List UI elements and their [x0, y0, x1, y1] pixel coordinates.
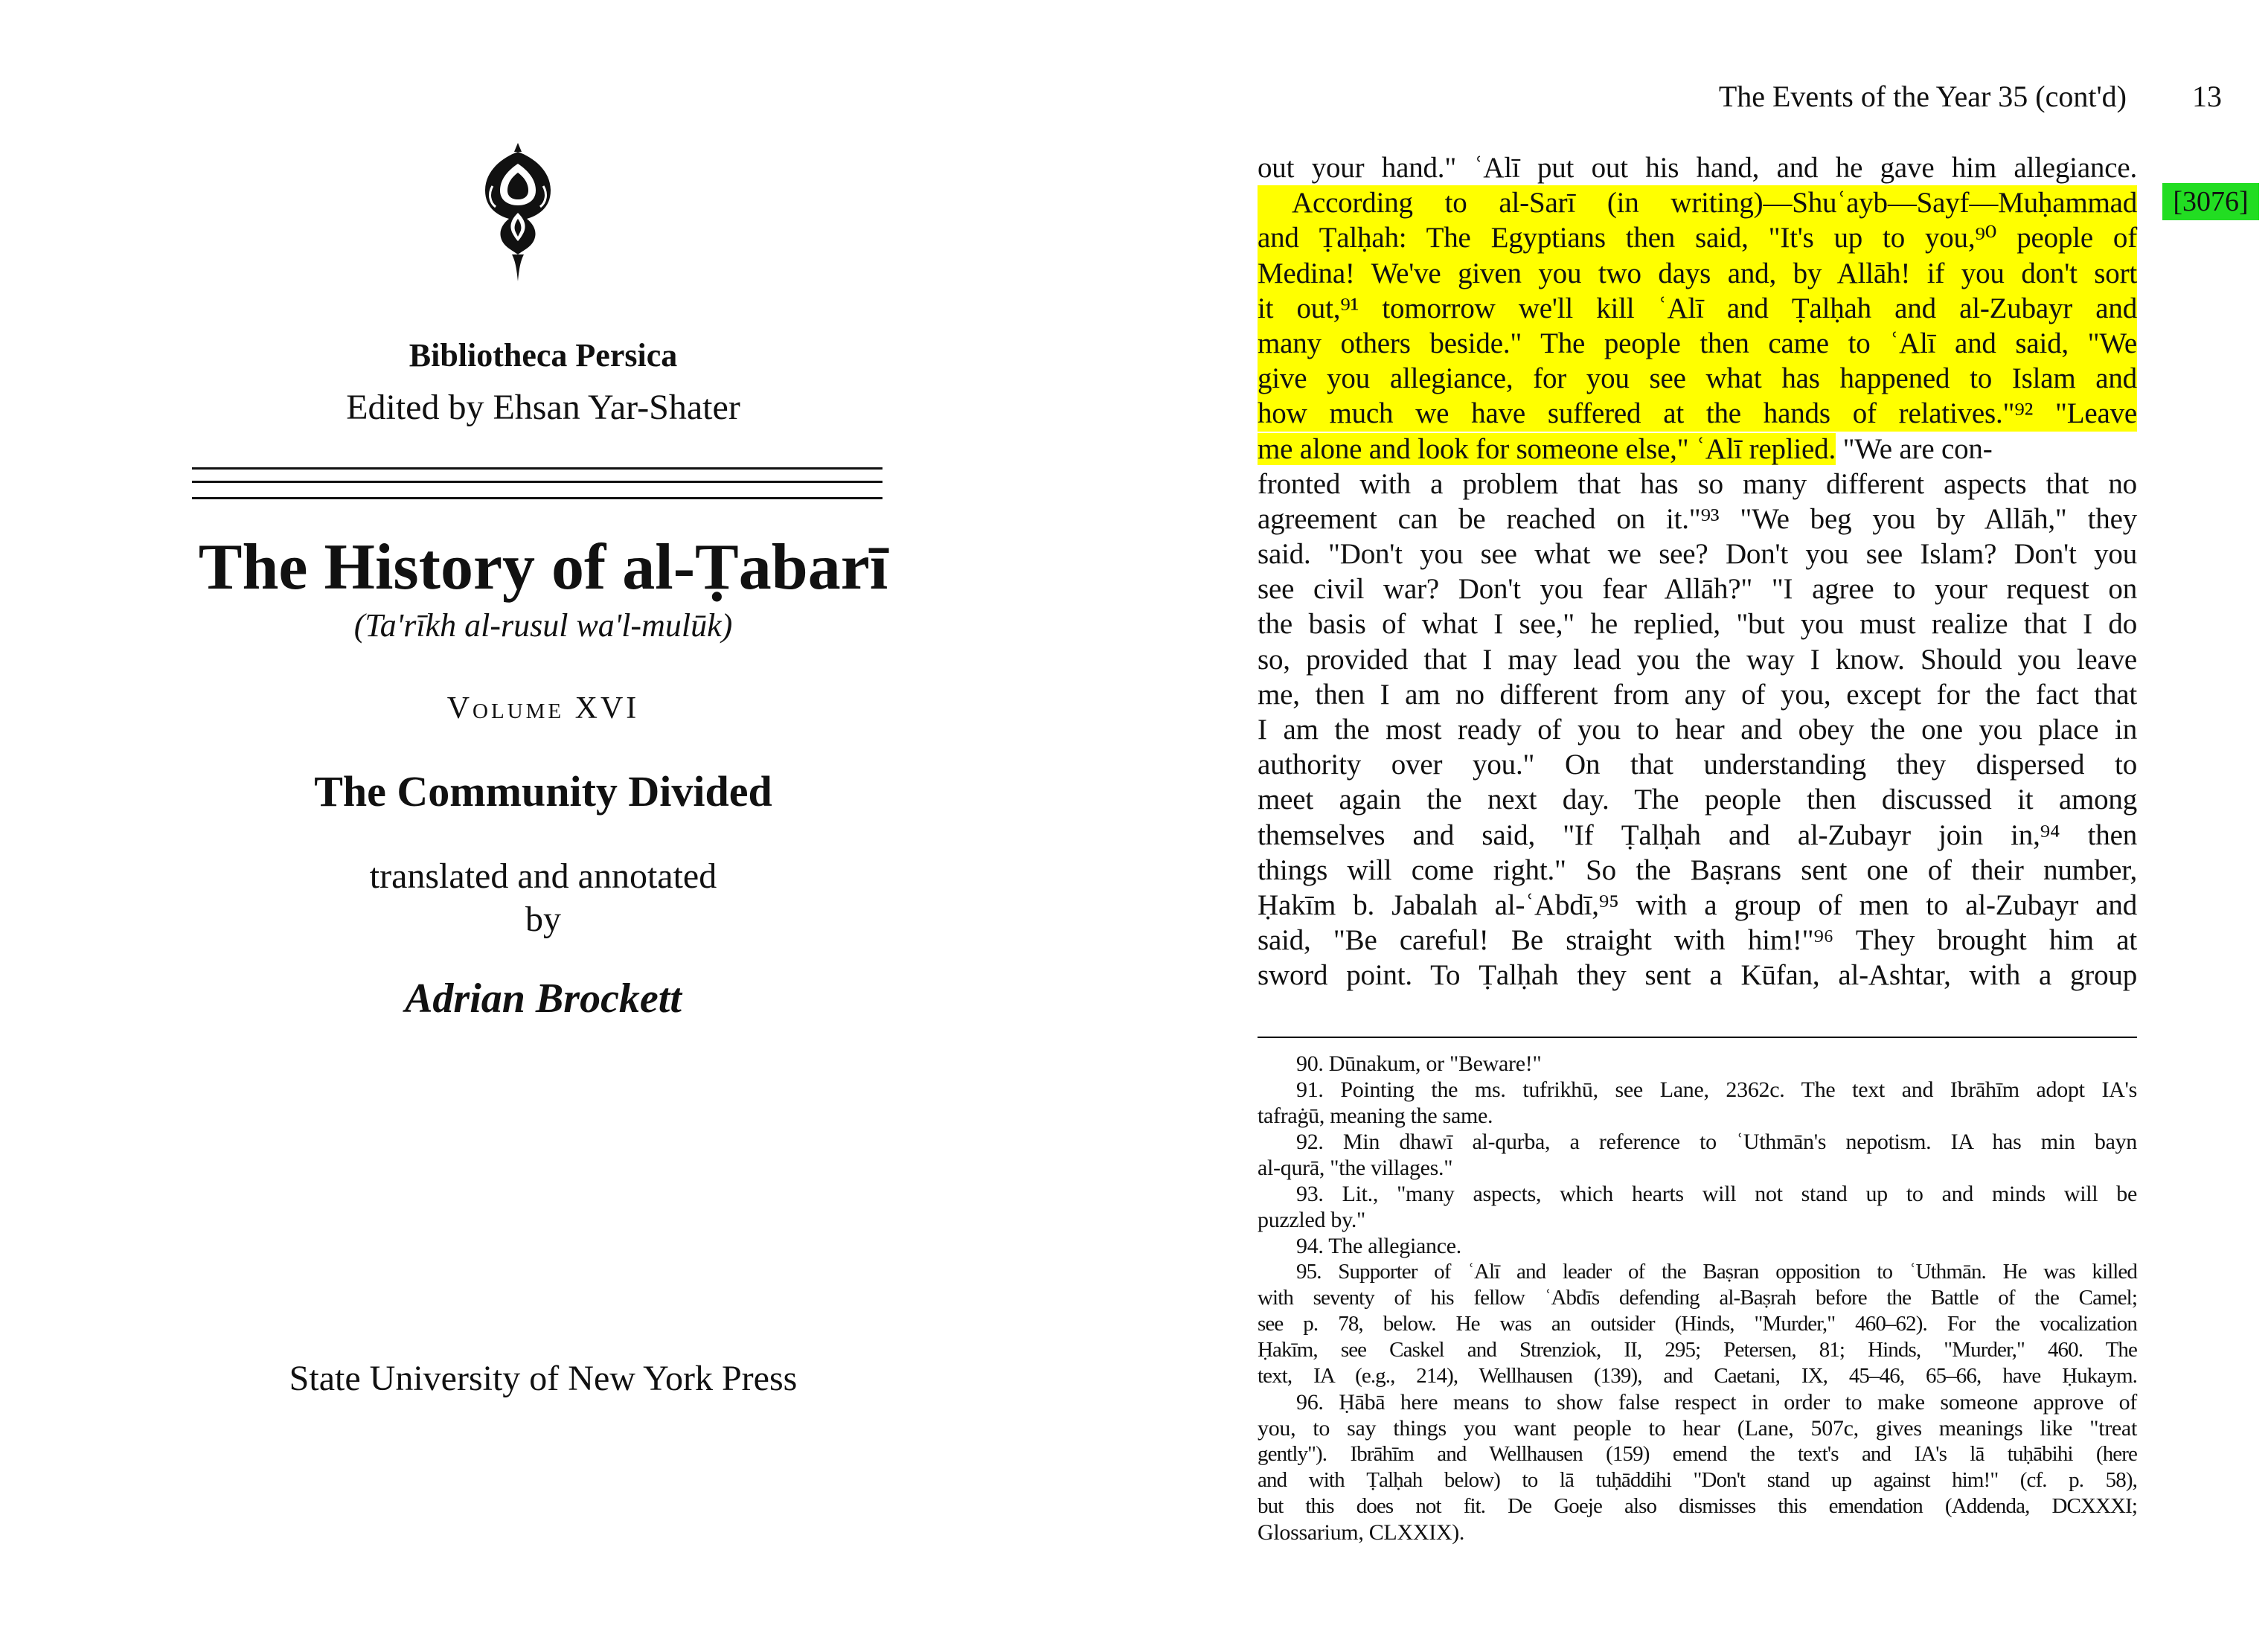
footnote-line: 95. Supporter of ʿAlī and leader of the Baṣran opposition to ʿUthmān. He was killed	[1296, 1260, 2137, 1284]
body-line: meet again the next day. The people then discussed it among	[1258, 784, 2137, 816]
footnote-line: see p. 78, below. He was an outsider (Hinds, "Murder," 460–62). For the vocalization	[1258, 1312, 2137, 1336]
page-number: 13	[2192, 80, 2222, 113]
body-line: said. "Don't you see what we see? Don't you see Islam? Don't you	[1258, 538, 2137, 571]
body-line: themselves and said, "If Ṭalḥah and al-Zubayr join in,⁹⁴ then	[1258, 819, 2137, 851]
footnote-rule	[1258, 1037, 2137, 1038]
body-line-highlighted: many others beside." The people then came to ʿAlī and said, "We	[1258, 326, 2137, 361]
body-line: things will come right." So the Baṣrans sent one of their number,	[1258, 853, 2137, 886]
series-editor: Edited by Ehsan Yar-Shater	[346, 388, 740, 427]
footnote-line: and with Ṭalḥah below) to lā tuḥāddihi "Don't stand up against him!" (cf. p. 58),	[1258, 1468, 2137, 1492]
body-line-highlighted: and Ṭalḥah: The Egyptians then said, "It's up to you,⁹⁰ people of	[1258, 220, 2137, 255]
translator-credit: translated and annotated	[369, 856, 717, 896]
footnote-line: 92. Min dhawī al-qurba, a reference to ʿUthmān's nepotism. IA has min bayn	[1296, 1130, 2137, 1154]
body-line: I am the most ready of you to hear and obey the one you place in	[1258, 714, 2137, 746]
volume-label: Volume XVI	[446, 691, 640, 725]
body-line-highlighted: how much we have suffered at the hands of relatives."⁹² "Leave	[1258, 396, 2137, 431]
footnote-line: 96. Ḥābā here means to show false respect in order to make someone approve of	[1296, 1390, 2137, 1415]
body-line: said, "Be careful! Be straight with him!"⁹⁶ They brought him at	[1258, 924, 2137, 957]
footnote-line: tafraġū, meaning the same.	[1258, 1104, 1493, 1128]
body-line: fronted with a problem that has so many different aspects that no	[1258, 467, 2137, 500]
footnote-line: 90. Dūnakum, or "Beware!"	[1296, 1051, 1542, 1076]
title-rule	[192, 481, 882, 483]
footnote-line: you, to say things you want people to hear (Lane, 507c, gives meanings like "treat	[1258, 1416, 2137, 1441]
highlighted-text: me alone and look for someone else," ʿAlī replied.	[1258, 432, 1836, 465]
body-text	[1258, 150, 2137, 993]
book-subtitle: (Ta'rīkh al-rusul wa'l-mulūk)	[353, 607, 733, 644]
body-line: Ḥakīm b. Jabalah al-ʿAbdī,⁹⁵ with a group of men to al-Zubayr and	[1258, 888, 2137, 921]
footnote-line: Ḥakīm, see Caskel and Strenziok, II, 295; Petersen, 81; Hinds, "Murder," 460. The	[1258, 1338, 2137, 1362]
body-line: authority over you." On that understanding they dispersed to	[1258, 749, 2137, 781]
body-line-highlighted: According to al-Sarī (in writing)—Shuʿayb—Sayf—Muḥammad	[1258, 185, 2137, 220]
body-line: me, then I am no different from any of you, except for the fact that	[1258, 678, 2137, 711]
volume-title: The Community Divided	[314, 767, 772, 816]
footnote-line: 91. Pointing the ms. tufrikhū, see Lane, 2362c. The text and Ibrāhīm adopt IA's	[1296, 1077, 2137, 1102]
series-name: Bibliotheca Persica	[409, 337, 678, 374]
running-head: The Events of the Year 35 (cont'd)	[1718, 80, 2127, 113]
footnotes	[1258, 1051, 2137, 1545]
footnote-line: gently"). Ibrāhīm and Wellhausen (159) emend the text's and IA's lā tuḥābihi (here	[1258, 1442, 2137, 1466]
footnote-line: but this does not fit. De Goeje also dismisses this emendation (Addenda, DCXXXI;	[1258, 1494, 2137, 1518]
title-page	[0, 0, 1086, 1640]
footnote-line: 94. The allegiance.	[1296, 1234, 1461, 1258]
body-line: so, provided that I may lead you the way I know. Should you leave	[1258, 643, 2137, 676]
persian-fleuron-ornament-icon	[482, 141, 554, 283]
margin-page-reference: [3076]	[2162, 183, 2259, 220]
footnote-line: 93. Lit., "many aspects, which hearts will not stand up to and minds will be	[1296, 1182, 2137, 1206]
footnote-line: al-qurā, "the villages."	[1258, 1156, 1453, 1180]
body-line: out your hand." ʿAlī put out his hand, and he gave him allegiance.	[1258, 152, 2137, 184]
body-line: sword point. To Ṭalḥah they sent a Kūfan, al-Ashtar, with a group	[1258, 959, 2137, 992]
body-line: the basis of what I see," he replied, "but you must realize that I do	[1258, 608, 2137, 641]
title-rule	[192, 497, 882, 499]
text-page	[1250, 0, 2268, 1640]
footnote-line: puzzled by."	[1258, 1208, 1365, 1232]
footnote-line: Glossarium, CLXXIX).	[1258, 1520, 1465, 1545]
translator-name: Adrian Brockett	[405, 976, 682, 1022]
body-line	[1258, 432, 2137, 467]
body-line: see civil war? Don't you fear Allāh?" "I agree to your request on	[1258, 573, 2137, 606]
translator-credit-by: by	[525, 900, 561, 939]
body-line-highlighted: Medina! We've given you two days and, by Allāh! if you don't sort	[1258, 256, 2137, 291]
book-title: The History of al-Ṭabarī	[198, 531, 888, 603]
body-line-highlighted: give you allegiance, for you see what has happened to Islam and	[1258, 361, 2137, 396]
body-line: agreement can be reached on it."⁹³ "We beg you by Allāh," they	[1258, 502, 2137, 535]
title-rule	[192, 467, 882, 470]
footnote-line: text, IA (e.g., 214), Wellhausen (139), and Caetani, IX, 45–46, 65–66, have Ḥukaym.	[1258, 1364, 2137, 1388]
footnote-line: with seventy of his fellow ʿAbdīs defending al-Baṣrah before the Battle of the Camel;	[1258, 1286, 2137, 1310]
body-line-highlighted: it out,⁹¹ tomorrow we'll kill ʿAlī and Ṭalḥah and al-Zubayr and	[1258, 291, 2137, 326]
publisher: State University of New York Press	[289, 1359, 798, 1398]
body-text-span: "We are con-	[1836, 432, 1993, 465]
